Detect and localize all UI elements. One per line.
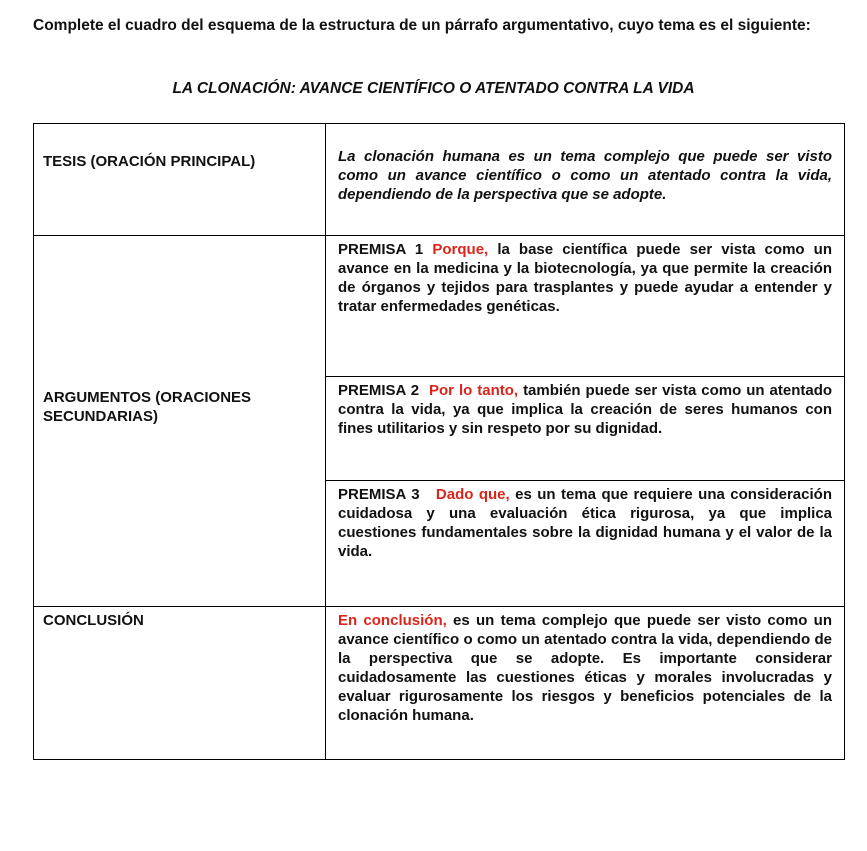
premisa-3-text: es un tema que requiere una consideración cuidadosa y una evaluación ética rigurosa, ya que implica cuestiones fundamentales sobre la dignidad humana y el valor de la vida.	[338, 486, 832, 560]
table-row-premisa-1	[34, 236, 845, 377]
premisa-2-prefix: PREMISA 2	[338, 382, 420, 399]
conclusion-label-cell	[34, 607, 326, 760]
conclusion-cell	[326, 607, 845, 760]
argumentos-label-cell	[34, 236, 326, 607]
table-row-tesis	[34, 124, 845, 236]
tesis-text: La clonación humana es un tema complejo que puede ser visto como un avance científico o como un atentado contra la vida, dependiendo de la perspectiva que se adopte.	[338, 148, 832, 203]
premisa-3-prefix: PREMISA 3	[338, 486, 420, 503]
instruction-text: Complete el cuadro del esquema de la estructura de un párrafo argumentativo, cuyo tema es el siguiente:	[33, 17, 811, 34]
argument-structure-table	[33, 123, 845, 760]
premisa-3-cell	[326, 481, 845, 607]
tesis-label-cell	[34, 124, 326, 236]
premisa-2-connector: Por lo tanto,	[429, 382, 519, 399]
premisa-1-connector: Porque,	[432, 241, 489, 258]
table-row-conclusion	[34, 607, 845, 760]
premisa-2-paragraph	[326, 377, 844, 438]
premisa-1-cell	[326, 236, 845, 377]
premisa-1-text: la base científica puede ser vista como un avance en la medicina y la biotecnología, ya que permite la creación de órganos y tejidos para trasplantes y puede ayudar a entender y tratar enfermedades genéticas.	[338, 241, 832, 315]
conclusion-label: CONCLUSIÓN	[43, 612, 144, 629]
conclusion-text: es un tema complejo que puede ser visto como un avance científico o como un atentado contra la vida, dependiendo de la perspectiva que se adopte. Es importante considerar cuidadosamente las cuestiones éticas y morales involucradas y evaluar rigurosamente los riesgos y beneficios potenciales de la clonación humana.	[338, 612, 832, 724]
premisa-1-prefix: PREMISA 1	[338, 241, 424, 258]
conclusion-connector: En conclusión,	[338, 612, 447, 629]
tesis-label: TESIS (ORACIÓN PRINCIPAL)	[43, 153, 256, 170]
topic-title: LA CLONACIÓN: AVANCE CIENTÍFICO O ATENTADO CONTRA LA VIDA	[172, 80, 695, 97]
premisa-2-cell	[326, 377, 845, 481]
premisa-3-paragraph	[326, 481, 844, 561]
tesis-text-cell	[326, 124, 845, 236]
premisa-2-text: también puede ser vista como un atentado contra la vida, ya que implica la creación de seres humanos con fines utilitarios y sin respeto por su dignidad.	[338, 382, 833, 437]
argumentos-label: ARGUMENTOS (ORACIONES SECUNDARIAS)	[43, 389, 252, 425]
conclusion-paragraph	[326, 607, 844, 725]
premisa-3-connector: Dado que,	[435, 486, 510, 503]
premisa-1-paragraph	[326, 236, 844, 316]
